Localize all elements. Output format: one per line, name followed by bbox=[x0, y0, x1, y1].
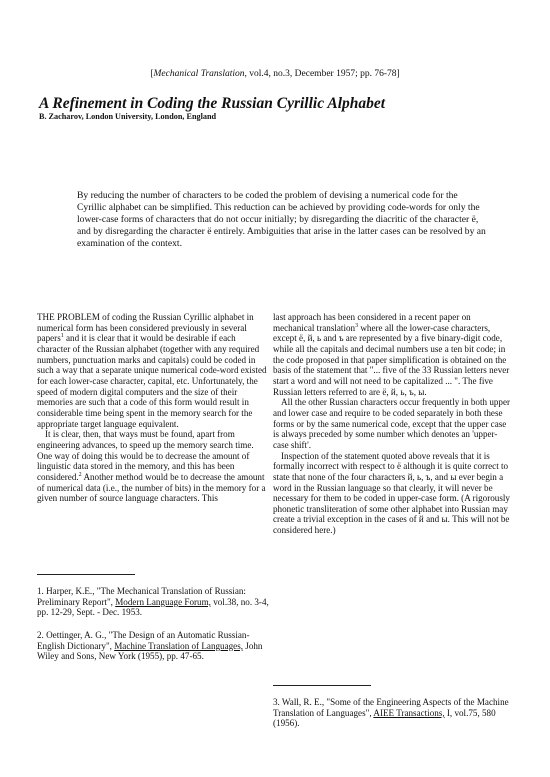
paragraph-text: and it is clear that it would be desirable if each character of the Russian alphabet (together with any required numbers, punctuation marks and capitals) could be coded in such a way that a separate unique numerical code-word existed for each lower-case character, capital, etc. Unfortunately, the speed of modern digital computers and the size of their memories are such that a code of this form would result in considerable time being spent in the memory search for the appropriate target language equivalent. bbox=[37, 333, 267, 429]
paragraph: Inspection of the statement quoted above reveals that it is formally incorrect with respect to ё although it is quite correct to state that none of the four characters й, ь, ъ, and ы ever begin a word in the Russian language so that clearly, it will never be necessary for them to be coded in upper-case form. (A rigorously phonetic transliteration of some other alphabet into Russian may create a trivial exception in the cases of й and ы. This will not be considered here.) bbox=[273, 450, 510, 536]
paragraph-text: Another method would be to decrease the amount of numerical data (i.e., the number of bits) in the memory for a given number of source language characters. This bbox=[37, 471, 266, 504]
footnote-3 bbox=[273, 697, 513, 729]
body-column-right bbox=[273, 312, 513, 536]
author-line: B. Zacharov, London University, London, England bbox=[39, 112, 217, 121]
footnote-text: 3. Wall, R. E., "Some of the Engineering Aspects of the Machine Translation of Languages", bbox=[273, 697, 509, 718]
footnote-text: 1. Harper, K.E., "The Mechanical Translation of Russian: Preliminary Report", bbox=[37, 586, 246, 607]
abstract: By reducing the number of characters to be coded the problem of devising a numerical code for the Cyrillic alphabet can be simplified. This reduction can be achieved by providing code-words for only the lower-case forms of characters that do not occur initially; by disregarding the diacritic of the character ё, and by disregarding the character ё entirely. Ambiguities that arise in the latter cases can be resolved by an examination of the context. bbox=[77, 190, 486, 249]
footnote-ref: 3 bbox=[355, 322, 359, 329]
article-title: A Refinement in Coding the Russian Cyrillic Alphabet bbox=[39, 95, 386, 112]
paragraph bbox=[273, 312, 513, 397]
citation-details: , vol.4, no.3, December 1957; pp. 76-78] bbox=[244, 69, 400, 79]
footnote-1 bbox=[37, 586, 269, 618]
footnote-source: AIEE Transactions, bbox=[373, 707, 445, 718]
footnote-text: I, vol.75, 580 (1956). bbox=[273, 707, 496, 729]
paragraph-text: last approach has been considered in a recent paper on mechanical translation bbox=[273, 312, 471, 333]
body-column-left bbox=[37, 312, 269, 504]
footnote-2 bbox=[37, 630, 269, 662]
citation-open: [ bbox=[150, 69, 154, 79]
paragraph-text: where all the lower-case characters, except ё, й, ь and ъ are represented by a five binary-digit code, while all the capitals and decimal numbers use a ten bit code; in the code proposed in that paper simplification is obtained on the basis of the statement that "... five of the 33 Russian letters never start a word and will not need to be capitalized ... ". The five Russian letters referred to are ё, й, ь, ъ, ы. bbox=[273, 322, 510, 397]
paragraph-text: It is clear, then, that ways must be found, apart from engineering advances, to speed up the memory search time. One way of doing this would be to decrease the amount of linguistic data stored in the memory, and this has been considered. bbox=[37, 429, 254, 482]
footnote-text: John Wiley and Sons, New York (1955), pp. 47-65. bbox=[37, 640, 263, 662]
footnote-source: Modern Language Forum, bbox=[115, 596, 211, 607]
footnote-ref: 2 bbox=[78, 471, 82, 478]
footnote-divider bbox=[37, 574, 135, 575]
footnote-text: 2. Oettinger, A. G., "The Design of an Automatic Russian-English Dictionary", bbox=[37, 630, 250, 651]
footnote-source: Machine Translation of Languages, bbox=[114, 640, 244, 651]
paragraph-text: THE PROBLEM of coding the Russian Cyrillic alphabet in numerical form has been considered previously in several papers bbox=[37, 312, 254, 344]
footnote-text: vol.38, no. 3-4, pp. 12-29, Sept. - Dec. 1953. bbox=[37, 596, 269, 618]
footnote-divider bbox=[273, 685, 371, 686]
journal-name: Mechanical Translation bbox=[153, 69, 245, 79]
paragraph: All the other Russian characters occur frequently in both upper and lower case and require to be coded separately in both these forms or by the same numerical code, except that the upper case is always preceded by some number which denotes an 'upper-case shift'. bbox=[273, 397, 511, 450]
paragraph bbox=[37, 312, 269, 429]
footnote-ref: 1 bbox=[60, 333, 64, 340]
citation-header bbox=[0, 69, 550, 79]
paragraph bbox=[37, 429, 269, 504]
